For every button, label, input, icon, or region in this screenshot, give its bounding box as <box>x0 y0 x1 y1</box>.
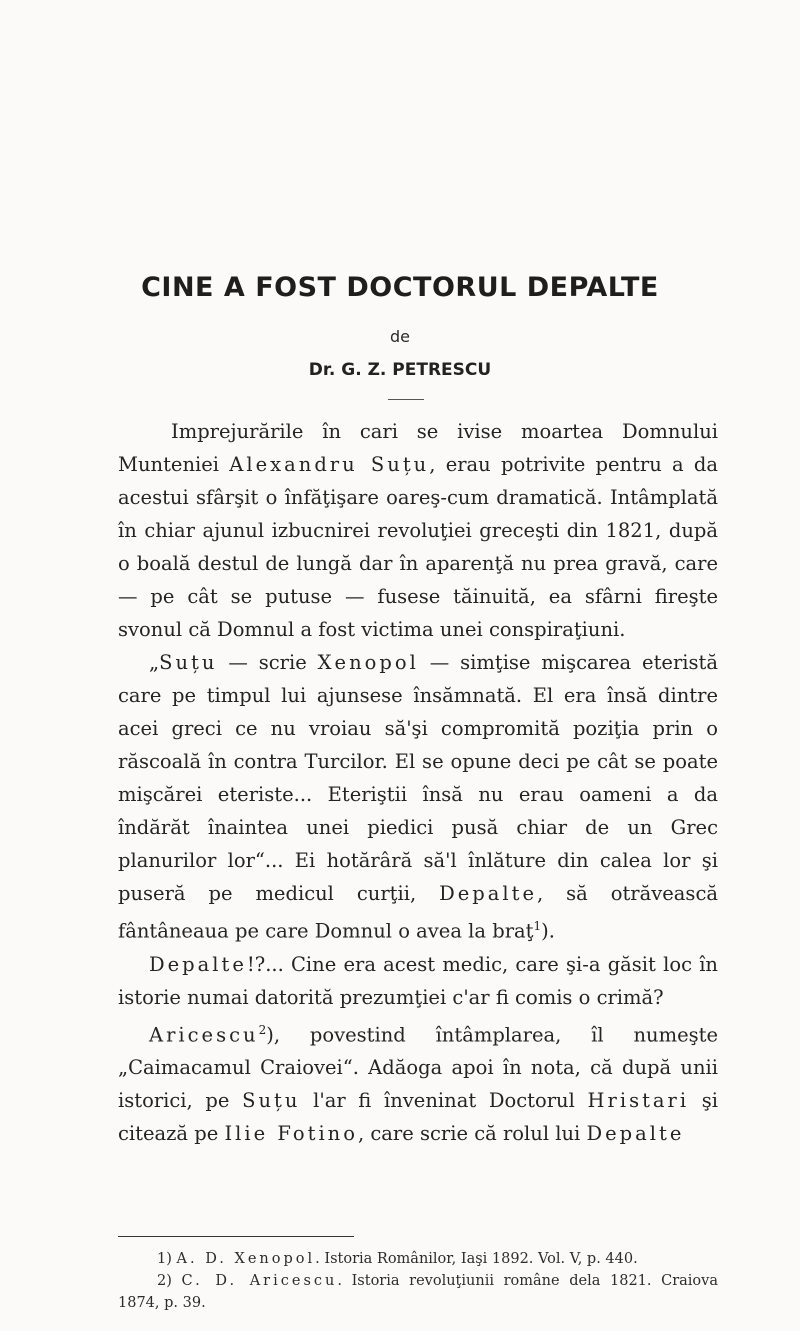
name-hristari: Hristari <box>587 1089 690 1112</box>
text-span: Imprejurările în cari se ivise moartea Domnului Munteniei <box>118 420 718 476</box>
byline-prefix: de <box>390 327 410 346</box>
article-author: Dr. G. Z. PETRESCU <box>308 360 492 380</box>
footnote-1 <box>118 1248 718 1270</box>
article-body <box>118 415 718 1150</box>
name-alexandru-sutu: Alexandru Suțu <box>229 453 430 476</box>
footnote-author: A. D. Xenopol <box>176 1251 316 1267</box>
title-divider <box>388 399 424 400</box>
text-span: , care scrie că rolul lui <box>357 1122 587 1145</box>
text-span: , să otrăvească fântâneaua pe care Domnul o avea la braţ <box>118 882 718 943</box>
paragraph-1 <box>118 415 718 646</box>
footnote-ref-2[interactable]: 2 <box>258 1022 267 1037</box>
name-sutu: Suțu <box>159 651 218 674</box>
text-span: — scrie <box>217 651 318 674</box>
footnote-author: C. D. Aricescu <box>181 1273 338 1289</box>
name-depalte: Depalte <box>586 1122 685 1145</box>
paragraph-4 <box>118 1014 718 1151</box>
name-depalte: Depalte <box>439 882 538 905</box>
footnote-2 <box>118 1270 718 1314</box>
footnote-mark: 1) <box>157 1251 172 1267</box>
paragraph-2 <box>118 646 718 948</box>
text-span: l'ar fi înveninat Doctorul <box>300 1089 588 1112</box>
text-span: , erau potrivite pentru a da acestui sfârşit o înfăţişare oareş-cum dramatică. Intâmplată în chiar ajunul izbucnirei revoluţiei greceşti din 1821, după o boală destul de lungă dar în aparenţă nu prea gravă, care — pe cât se putuse — fusese tăinuită, ea sfârni fireşte svonul că Domnul a fost victima unei conspiraţiuni. <box>118 453 718 641</box>
name-xenopol: Xenopol <box>317 651 419 674</box>
text-span: „ <box>149 651 160 674</box>
article-title: CINE A FOST DOCTORUL DEPALTE <box>141 272 659 303</box>
name-sutu: Suțu <box>242 1089 301 1112</box>
text-span: !?... Cine era acest medic, care şi-a găsit loc în istorie numai datorită prezumţiei c'ar fi comis o crimă? <box>118 952 718 1009</box>
text-span: — simţise mişcarea eteristă care pe timpul lui ajunsese însămnată. El era însă dintre acei greci ce nu vroiau să'şi compromită poziţia prin o răscoală în contra Turcilor. El se opune deci pe cât se poate mişcărei eteriste... Eteriştii însă nu erau oameni a da îndărăt înaintea unei piedici pusă chiar de un Grec planurilor lor“... Ei hotărâră să'l înlăture din calea lor şi puseră pe medicul curţii, <box>118 651 718 905</box>
name-aricescu: Aricescu <box>149 1023 259 1046</box>
paragraph-3 <box>118 948 718 1014</box>
footnote-text: . Istoria revoluţiunii române dela 1821. Craiova 1874, p. 39. <box>118 1273 719 1311</box>
text-span: ). <box>541 919 555 943</box>
name-depalte: Depalte <box>149 952 247 976</box>
footnotes <box>118 1248 718 1314</box>
footnote-divider <box>118 1236 354 1237</box>
footnote-mark: 2) <box>157 1273 172 1289</box>
text-span: ), povestind întâmplarea, îl numeşte „Caimacamul Craiovei“. Adăoga apoi în nota, că după unii istorici, pe <box>118 1023 718 1112</box>
text-span: şi citează pe <box>118 1089 719 1145</box>
footnote-text: . Istoria Românilor, Iaşi 1892. Vol. V, p. 440. <box>315 1251 638 1267</box>
name-ilie-fotino: Ilie Fotino <box>224 1122 358 1145</box>
footnote-ref-1[interactable]: 1 <box>533 919 542 933</box>
